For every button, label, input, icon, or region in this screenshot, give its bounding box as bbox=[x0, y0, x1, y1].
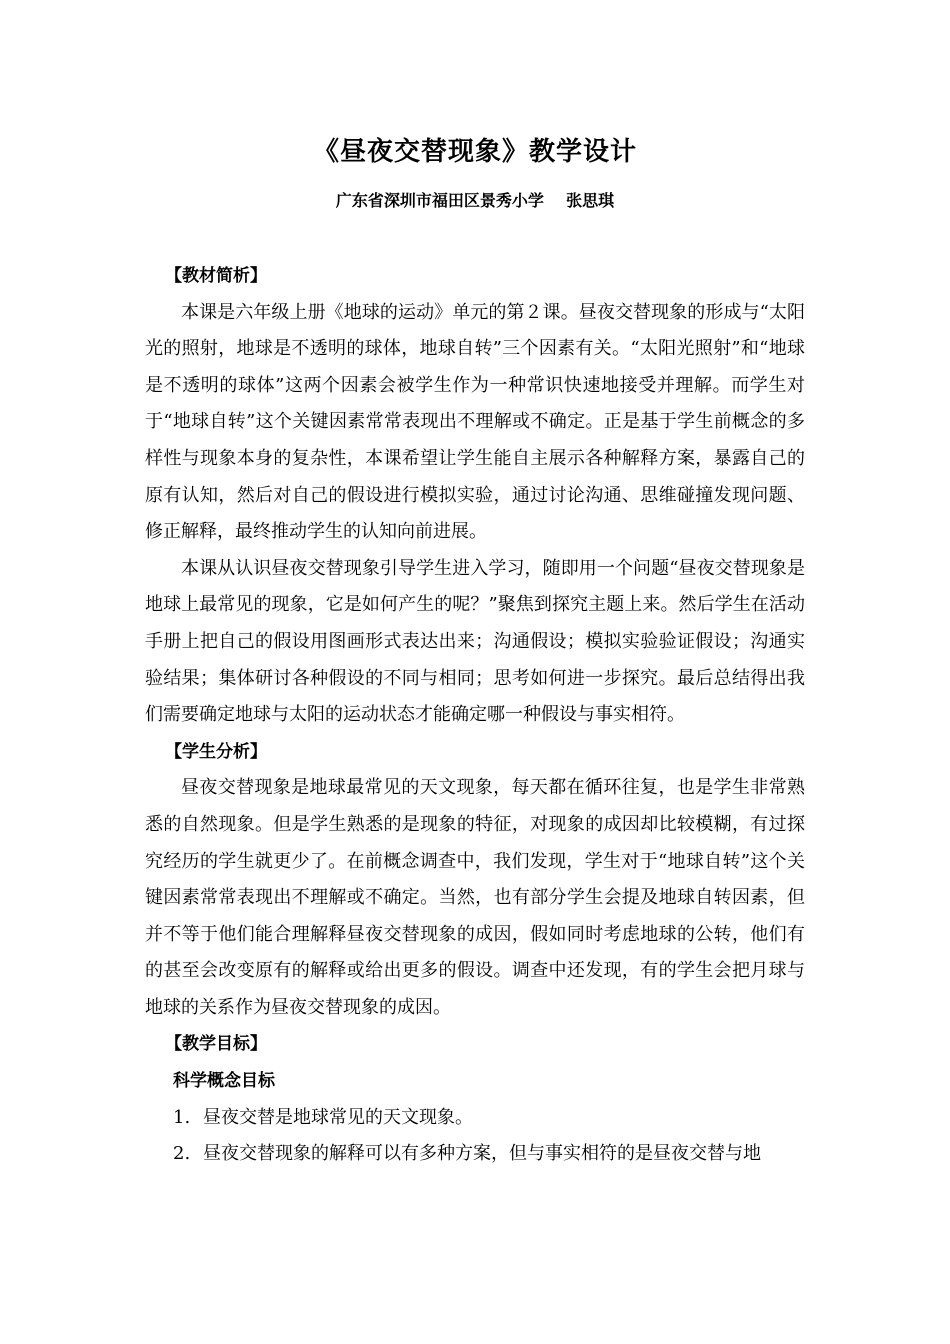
section-heading-materials: 【教材简析】 bbox=[165, 266, 267, 286]
section-heading-goals: 【教学目标】 bbox=[165, 1034, 267, 1055]
document-body bbox=[145, 258, 805, 1173]
list-item bbox=[145, 1136, 805, 1173]
goals-list bbox=[145, 1100, 805, 1173]
paragraph: 本课是六年级上册《地球的运动》单元的第２课。昼夜交替现象的形成与“太阳光的照射，地球是不透明的球体，地球自转”三个因素有关。“太阳光照射”和“地球是不透明的球体”这两个因素会被学生作为一种常识快速地接受并理解。而学生对于“地球自转”这个关键因素常常表现出不理解或不确定。正是基于学生前概念的多样性与现象本身的复杂性，本课希望让学生能自主展示各种解释方案，暴露自己的原有认知，然后对自己的假设进行模拟实验，通过讨论沟通、思维碰撞发现问题、修正解释，最终推动学生的认知向前进展。 bbox=[145, 301, 805, 543]
paragraph: 昼夜交替现象是地球最常见的天文现象，每天都在循环往复，也是学生非常熟悉的自然现象。但是学生熟悉的是现象的特征，对现象的成因却比较模糊，有过探究经历的学生就更少了。在前概念调查中，我们发现，学生对于“地球自转”这个关键因素常常表现出不理解或不确定。当然，也有部分学生会提及地球自转因素，但并不等于他们能合理解释昼夜交替现象的成因，假如同时考虑地球的公转，他们有的甚至会改变原有的解释或给出更多的假设。调查中还发现，有的学生会把月球与地球的关系作为昼夜交替现象的成因。 bbox=[145, 777, 805, 1018]
list-text: 昼夜交替现象的解释可以有多种方案，但与事实相符的是昼夜交替与地 bbox=[203, 1143, 761, 1165]
section-heading-students: 【学生分析】 bbox=[165, 741, 267, 762]
paragraph: 本课从认识昼夜交替现象引导学生进入学习，随即用一个问题“昼夜交替现象是地球上最常见的现象，它是如何产生的呢？”聚焦到探究主题上来。然后学生在活动手册上把自己的假设用图画形式表达出来；沟通假设；模拟实验验证假设；沟通实验结果；集体研讨各种假设的不同与相同；思考如何进一步探究。最后总结得出我们需要确定地球与太阳的运动状态才能确定哪一种假设与事实相符。 bbox=[145, 557, 805, 726]
list-number: 2. bbox=[173, 1143, 191, 1165]
goals-subheading: 科学概念目标 bbox=[173, 1071, 275, 1092]
list-item bbox=[145, 1100, 805, 1137]
document-title: 《昼夜交替现象》教学设计 bbox=[312, 137, 637, 167]
list-number: 1. bbox=[173, 1106, 191, 1128]
list-text: 昼夜交替是地球常见的天文现象。 bbox=[203, 1106, 473, 1128]
author-line: 广东省深圳市福田区景秀小学 张思琪 bbox=[335, 191, 615, 210]
